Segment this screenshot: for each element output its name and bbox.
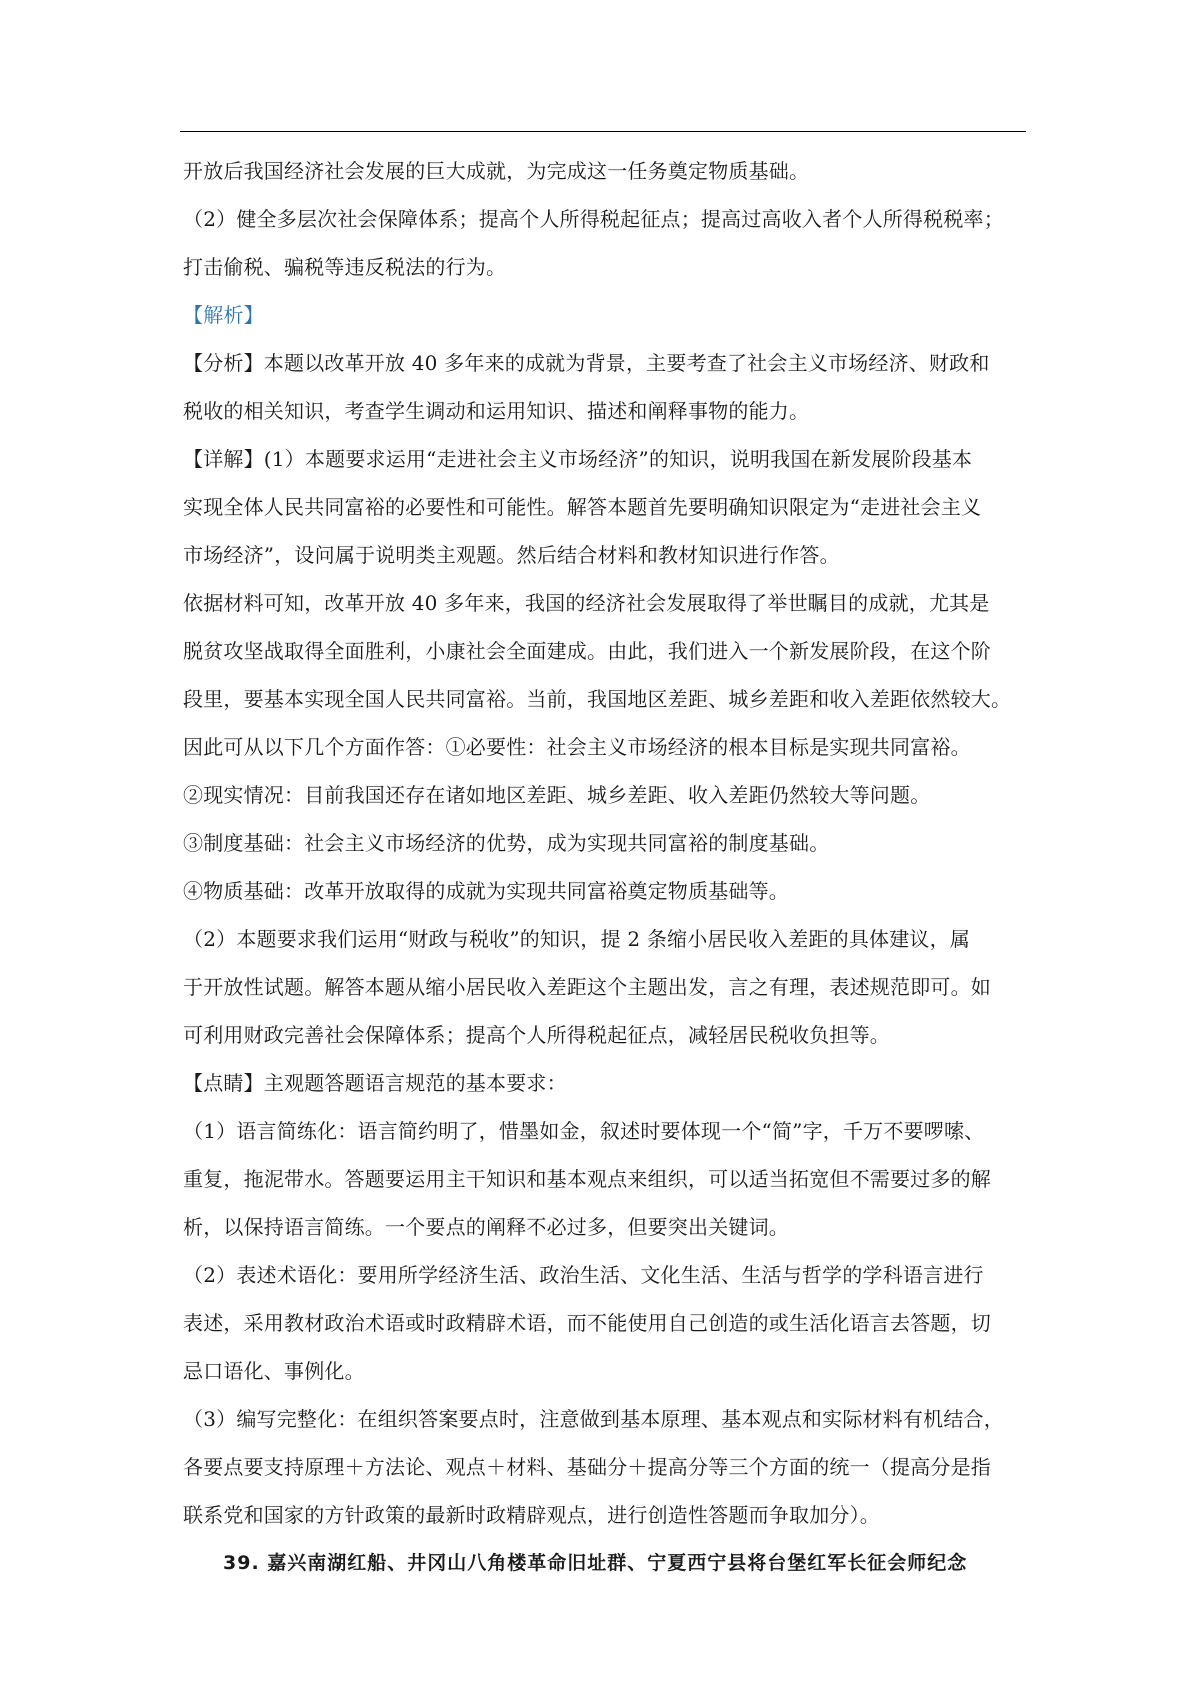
analysis-line: 税收的相关知识，考查学生调动和运用知识、描述和阐释事物的能力。 <box>183 399 810 423</box>
answer-line: 打击偷税、骗税等违反税法的行为。 <box>183 255 507 279</box>
detail-line: 因此可从以下几个方面作答：①必要性：社会主义市场经济的根本目标是实现共同富裕。 <box>183 735 971 759</box>
detail-line: 【详解】(1）本题要求运用“走进社会主义市场经济”的知识，说明我国在新发展阶段基本 <box>183 447 973 471</box>
tip-line: 析，以保持语言简练。一个要点的阐释不必过多，但要突出关键词。 <box>183 1215 789 1239</box>
answer-line: 开放后我国经济社会发展的巨大成就，为完成这一任务奠定物质基础。 <box>183 159 810 183</box>
tip-line: 表述，采用教材政治术语或时政精辟术语，而不能使用自己创造的或生活化语言去答题，切 <box>183 1311 991 1335</box>
tip-line: （1）语言简练化：语言简约明了，惜墨如金，叙述时要体现一个“简”字，千万不要啰嗦、 <box>183 1119 985 1143</box>
tip-line: 【点睛】主观题答题语言规范的基本要求： <box>183 1071 567 1095</box>
analysis-line: 【分析】本题以改革开放 40 多年来的成就为背景，主要考查了社会主义市场经济、财政和 <box>183 351 990 375</box>
tip-line: （2）表述术语化：要用所学经济生活、政治生活、文化生活、生活与哲学的学科语言进行 <box>183 1263 984 1287</box>
answer-line: （2）健全多层次社会保障体系；提高个人所得税起征点；提高过高收入者个人所得税税率； <box>183 207 1004 231</box>
header-rule <box>180 131 1026 132</box>
detail-line: ③制度基础：社会主义市场经济的优势，成为实现共同富裕的制度基础。 <box>183 831 830 855</box>
analysis-heading: 【解析】 <box>183 303 264 327</box>
tip-line: 联系党和国家的方针政策的最新时政精辟观点，进行创造性答题而争取加分）。 <box>183 1503 880 1527</box>
detail-line: 实现全体人民共同富裕的必要性和可能性。解答本题首先要明确知识限定为“走进社会主义 <box>183 495 982 519</box>
question-39-line: 39. 嘉兴南湖红船、井冈山八角楼革命旧址群、宁夏西宁县将台堡红军长征会师纪念 <box>223 1552 968 1574</box>
detail-line: ④物质基础：改革开放取得的成就为实现共同富裕奠定物质基础等。 <box>183 879 789 903</box>
detail-line: 可利用财政完善社会保障体系；提高个人所得税起征点，减轻居民税收负担等。 <box>183 1023 890 1047</box>
detail-line: 段里，要基本实现全国人民共同富裕。当前，我国地区差距、城乡差距和收入差距依然较大。 <box>183 687 1012 711</box>
detail-line: （2）本题要求我们运用“财政与税收”的知识，提 2 条缩小居民收入差距的具体建议，属 <box>183 927 971 951</box>
detail-line: 于开放性试题。解答本题从缩小居民收入差距这个主题出发，言之有理，表述规范即可。如 <box>183 975 991 999</box>
tip-line: （3）编写完整化：在组织答案要点时，注意做到基本原理、基本观点和实际材料有机结合， <box>183 1407 1004 1431</box>
tip-line: 忌口语化、事例化。 <box>183 1359 365 1383</box>
detail-line: 市场经济”，设问属于说明类主观题。然后结合材料和教材知识进行作答。 <box>183 543 840 567</box>
tip-line: 各要点要支持原理＋方法论、观点＋材料、基础分＋提高分等三个方面的统一（提高分是指 <box>183 1455 991 1479</box>
detail-line: 脱贫攻坚战取得全面胜利，小康社会全面建成。由此，我们进入一个新发展阶段，在这个阶 <box>183 639 991 663</box>
tip-line: 重复，拖泥带水。答题要运用主干知识和基本观点来组织，可以适当拓宽但不需要过多的解 <box>183 1167 991 1191</box>
detail-line: 依据材料可知，改革开放 40 多年来，我国的经济社会发展取得了举世瞩目的成就，尤其是 <box>183 591 990 615</box>
detail-line: ②现实情况：目前我国还存在诸如地区差距、城乡差距、收入差距仍然较大等问题。 <box>183 783 931 807</box>
answer-content <box>183 147 1029 1587</box>
